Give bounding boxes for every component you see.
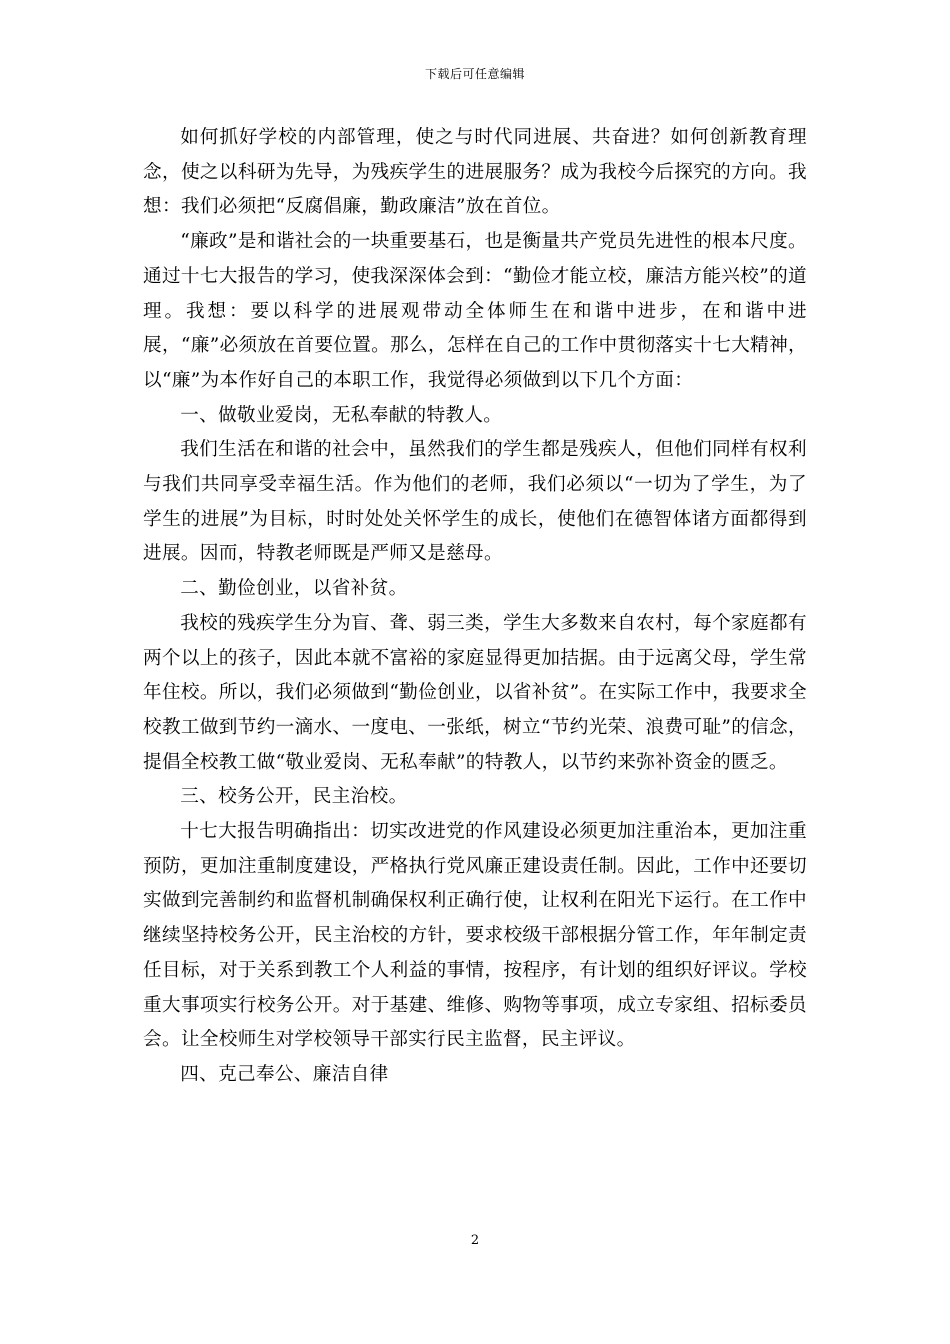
page-number: 2: [470, 1233, 480, 1248]
section-heading-4: 四、克己奉公、廉洁自律: [180, 1063, 389, 1085]
document-body: [143, 121, 807, 1093]
section-heading-2: 二、勤俭创业，以省补贫。: [180, 578, 408, 600]
paragraph-section-2: 我校的残疾学生分为盲、聋、弱三类，学生大多数来自农村，每个家庭都有两个以上的孩子，因此本就不富裕的家庭显得更加拮据。由于远离父母，学生常年住校。所以，我们必须做到“勤俭创业，以省补贫”。在实际工作中，我要求全校教工做到节约一滴水、一度电、一张纸，树立“节约光荣、浪费可耻”的信念，提倡全校教工做“敬业爱岗、无私奉献”的特教人，以节约来弥补资金的匮乏。: [143, 612, 807, 773]
page-header: 下载后可任意编辑: [424, 67, 525, 81]
paragraph-section-1: 我们生活在和谐的社会中，虽然我们的学生都是残疾人，但他们同样有权利与我们共同享受幸福生活。作为他们的老师，我们必须以“一切为了学生，为了学生的进展”为目标，时时处处关怀学生的成长，使他们在德智体诸方面都得到进展。因而，特教老师既是严师又是慈母。: [143, 439, 807, 565]
paragraph-lianzheng: “廉政”是和谐社会的一块重要基石，也是衡量共产党员先进性的根本尺度。通过十七大报告的学习，使我深深体会到：“勤俭才能立校，廉洁方能兴校”的道理。我想：要以科学的进展观带动全体师生在和谐中进步，在和谐中进展，“廉”必须放在首要位置。那么，怎样在自己的工作中贯彻落实十七大精神，以“廉”为本作好自己的本职工作，我觉得必须做到以下几个方面：: [143, 231, 807, 391]
section-heading-3: 三、校务公开，民主治校。: [180, 786, 408, 808]
paragraph-intro: 如何抓好学校的内部管理，使之与时代同进展、共奋进？如何创新教育理念，使之以科研为先导，为残疾学生的进展服务？成为我校今后探究的方向。我想：我们必须把“反腐倡廉，勤政廉洁”放在首位。: [143, 127, 807, 218]
section-heading-1: 一、做敬业爱岗，无私奉献的特教人。: [180, 404, 503, 426]
paragraph-section-3: 十七大报告明确指出：切实改进党的作风建设必须更加注重治本，更加注重预防，更加注重制度建设，严格执行党风廉正建设责任制。因此，工作中还要切实做到完善制约和监督机制确保权利正确行使，让权利在阳光下运行。在工作中继续坚持校务公开，民主治校的方针，要求校级干部根据分管工作，年年制定责任目标，对于关系到教工个人利益的事情，按程序，有计划的组织好评议。学校重大事项实行校务公开。对于基建、维修、购物等事项，成立专家组、招标委员会。让全校师生对学校领导干部实行民主监督，民主评议。: [143, 821, 807, 1051]
